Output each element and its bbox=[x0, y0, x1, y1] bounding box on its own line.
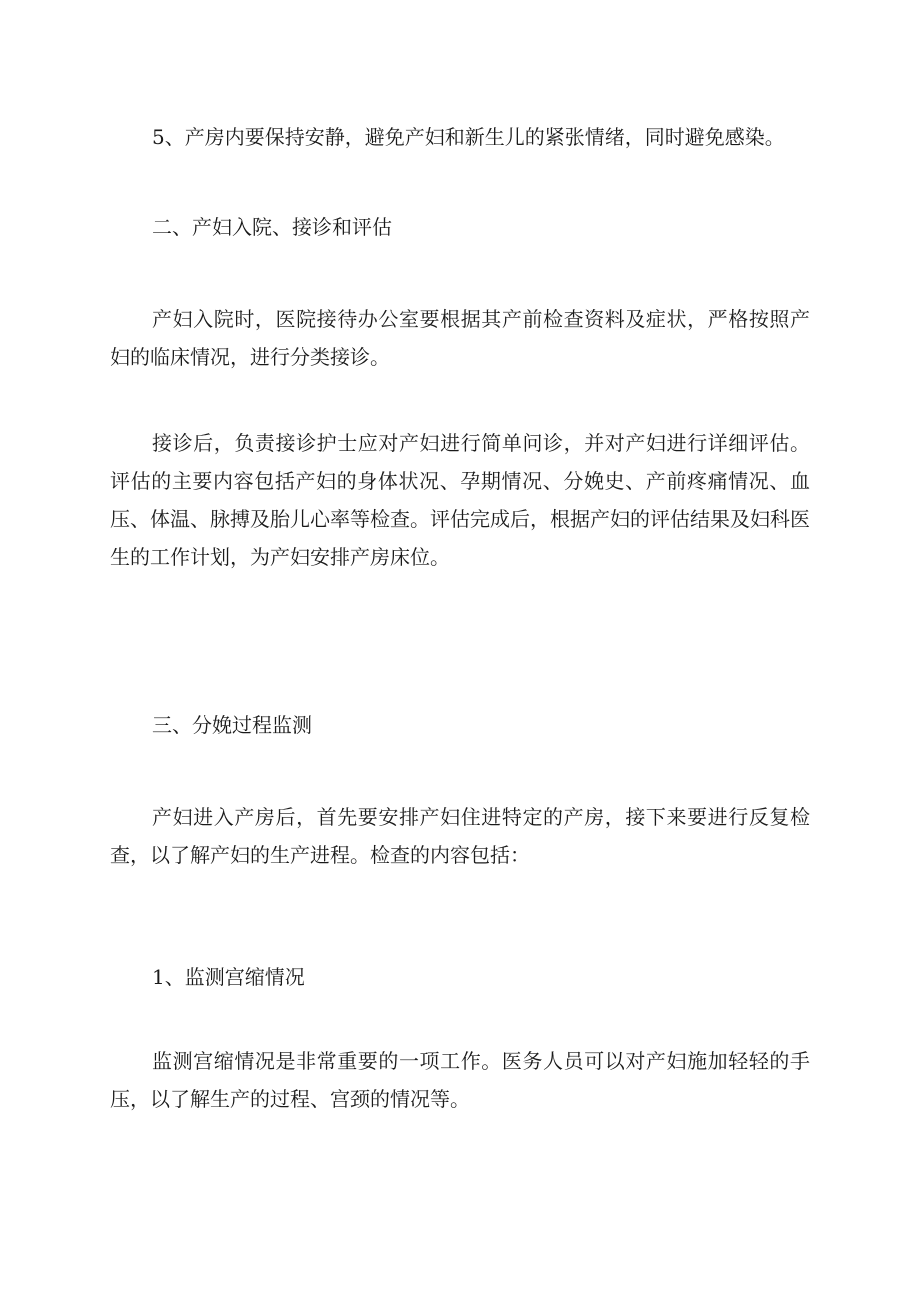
paragraph-admission: 产妇入院时，医院接待办公室要根据其产前检查资料及症状，严格按照产妇的临床情况，进行分类接诊。 bbox=[110, 307, 810, 369]
section-heading-admission: 二、产妇入院、接诊和评估 bbox=[152, 215, 392, 239]
paragraph-contractions: 监测宫缩情况是非常重要的一项工作。医务人员可以对产妇施加轻轻的手压，以了解生产的过程、宫颈的情况等。 bbox=[110, 1049, 810, 1111]
paragraph-assessment: 接诊后，负责接诊护士应对产妇进行简单问诊，并对产妇进行详细评估。评估的主要内容包括产妇的身体状况、孕期情况、分娩史、产前疼痛情况、血压、体温、脉搏及胎儿心率等检查。评估完成后，根据产妇的评估结果及妇科医生的工作计划，为产妇安排产房床位。 bbox=[110, 431, 810, 569]
section-heading-monitoring: 三、分娩过程监测 bbox=[152, 713, 312, 737]
paragraph-delivery-room: 产妇进入产房后，首先要安排产妇住进特定的产房，接下来要进行反复检查，以了解产妇的生产进程。检查的内容包括： bbox=[110, 805, 810, 867]
paragraph-room-quiet: 5、产房内要保持安静，避免产妇和新生儿的紧张情绪，同时避免感染。 bbox=[152, 125, 785, 149]
subheading-contractions: 1、监测宫缩情况 bbox=[152, 965, 305, 989]
